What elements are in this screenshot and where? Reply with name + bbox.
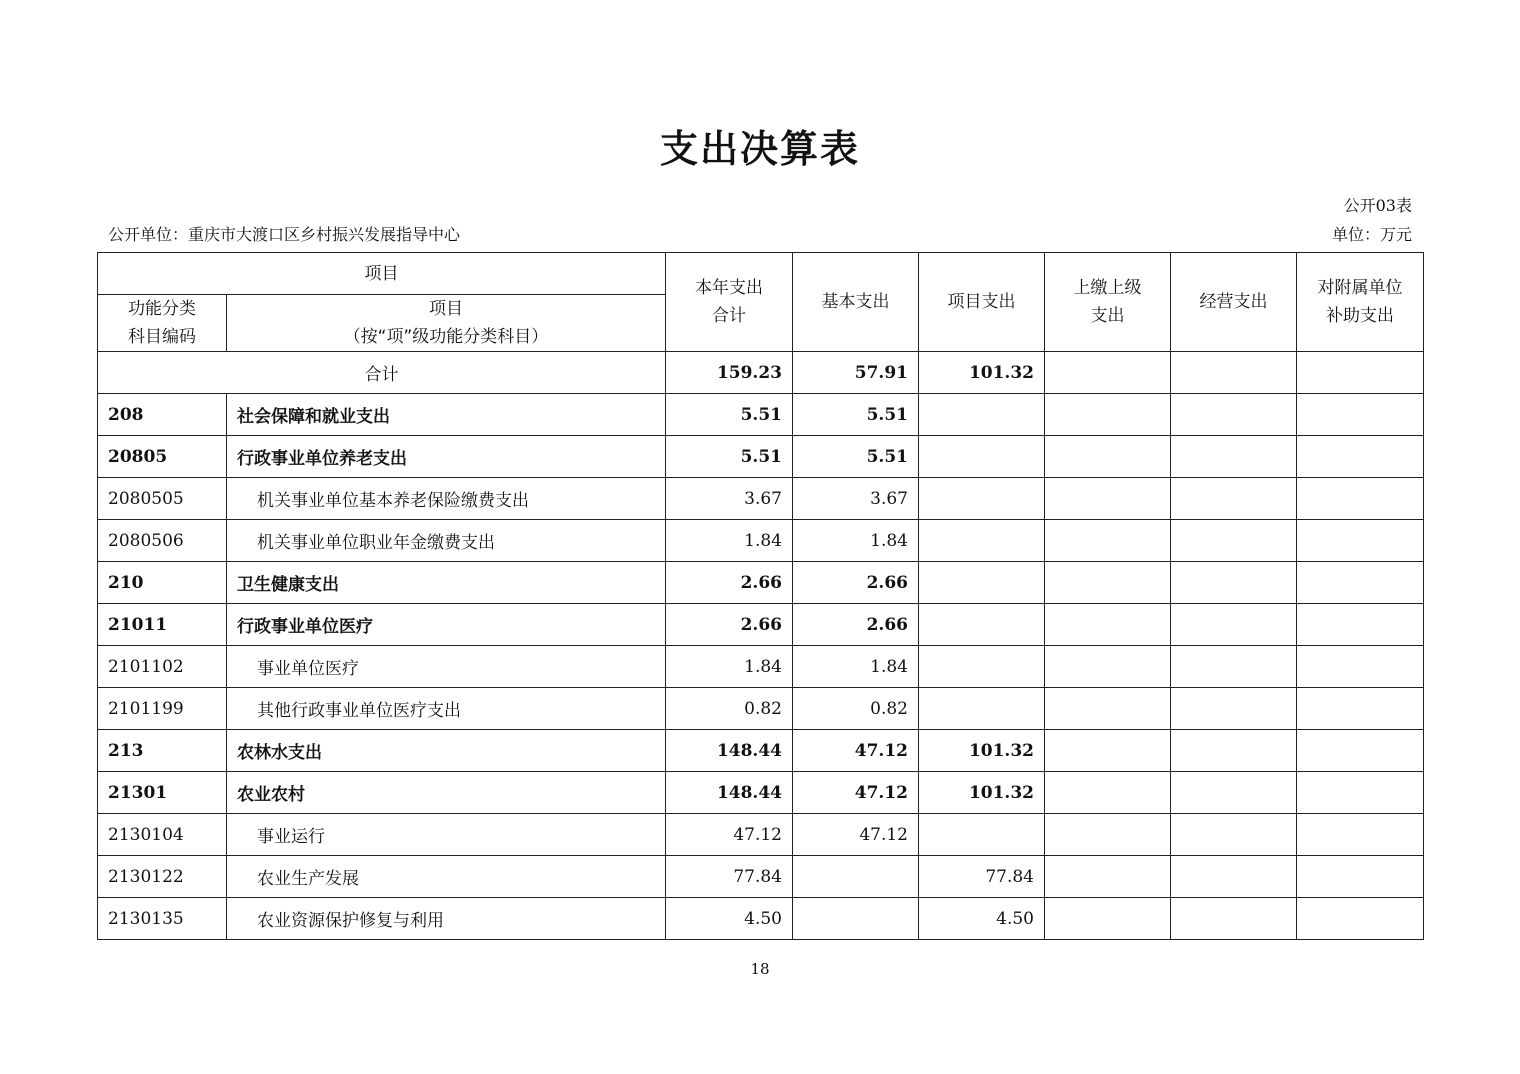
row-total: 5.51	[666, 436, 793, 478]
table-row	[98, 688, 1424, 730]
page-title: 支出决算表	[659, 127, 860, 171]
header-basic: 基本支出	[793, 253, 919, 352]
row-project	[919, 562, 1045, 604]
row-basic: 5.51	[793, 436, 919, 478]
table-row	[98, 856, 1424, 898]
total-upper	[1045, 352, 1171, 394]
row-basic: 47.12	[793, 814, 919, 856]
row-business	[1171, 562, 1297, 604]
row-business	[1171, 730, 1297, 772]
table-row	[98, 898, 1424, 940]
table-row	[98, 772, 1424, 814]
row-upper	[1045, 562, 1171, 604]
row-name: 农业生产发展	[227, 856, 666, 898]
reporting-unit: 公开单位：重庆市大渡口区乡村振兴发展指导中心	[108, 225, 461, 244]
row-upper	[1045, 478, 1171, 520]
row-name: 机关事业单位职业年金缴费支出	[227, 520, 666, 562]
page-number: 18	[750, 960, 770, 978]
row-subsidy	[1297, 772, 1424, 814]
row-code: 208	[98, 394, 227, 436]
row-business	[1171, 604, 1297, 646]
row-code: 2130122	[98, 856, 227, 898]
row-subsidy	[1297, 898, 1424, 940]
row-basic: 5.51	[793, 394, 919, 436]
table-row	[98, 604, 1424, 646]
row-upper	[1045, 688, 1171, 730]
header-upper-line2: 支出	[1090, 306, 1125, 326]
table-row	[98, 730, 1424, 772]
row-business	[1171, 814, 1297, 856]
row-business	[1171, 646, 1297, 688]
row-project	[919, 394, 1045, 436]
table-body	[98, 253, 1424, 940]
row-business	[1171, 520, 1297, 562]
header-item	[227, 295, 666, 352]
currency-unit: 单位：万元	[1331, 225, 1412, 244]
row-code: 20805	[98, 436, 227, 478]
total-subsidy	[1297, 352, 1424, 394]
table-row	[98, 478, 1424, 520]
row-subsidy	[1297, 520, 1424, 562]
table-row	[98, 436, 1424, 478]
row-upper	[1045, 730, 1171, 772]
row-upper	[1045, 772, 1171, 814]
row-subsidy	[1297, 646, 1424, 688]
row-project	[919, 646, 1045, 688]
total-project: 101.32	[919, 352, 1045, 394]
row-subsidy	[1297, 730, 1424, 772]
row-name: 卫生健康支出	[227, 562, 666, 604]
table-row	[98, 520, 1424, 562]
row-name: 农业农村	[227, 772, 666, 814]
table-row	[98, 394, 1424, 436]
row-total: 2.66	[666, 562, 793, 604]
header-upper	[1045, 253, 1171, 352]
row-business	[1171, 478, 1297, 520]
total-row	[98, 352, 1424, 394]
row-code: 2130104	[98, 814, 227, 856]
row-upper	[1045, 520, 1171, 562]
row-upper	[1045, 814, 1171, 856]
row-upper	[1045, 856, 1171, 898]
row-subsidy	[1297, 394, 1424, 436]
expenditure-table	[97, 252, 1424, 940]
row-total: 4.50	[666, 898, 793, 940]
row-name: 其他行政事业单位医疗支出	[227, 688, 666, 730]
row-code: 2101102	[98, 646, 227, 688]
row-code: 21301	[98, 772, 227, 814]
row-total: 1.84	[666, 646, 793, 688]
header-business: 经营支出	[1171, 253, 1297, 352]
row-name: 农业资源保护修复与利用	[227, 898, 666, 940]
row-business	[1171, 772, 1297, 814]
row-basic: 47.12	[793, 730, 919, 772]
row-code: 21011	[98, 604, 227, 646]
row-project	[919, 436, 1045, 478]
total-business	[1171, 352, 1297, 394]
row-total: 77.84	[666, 856, 793, 898]
row-basic	[793, 898, 919, 940]
row-basic: 1.84	[793, 520, 919, 562]
row-upper	[1045, 898, 1171, 940]
row-upper	[1045, 646, 1171, 688]
total-basic: 57.91	[793, 352, 919, 394]
row-project	[919, 604, 1045, 646]
row-name: 事业单位医疗	[227, 646, 666, 688]
row-subsidy	[1297, 688, 1424, 730]
table-row	[98, 646, 1424, 688]
row-business	[1171, 898, 1297, 940]
row-basic: 2.66	[793, 604, 919, 646]
row-code: 2101199	[98, 688, 227, 730]
row-basic: 47.12	[793, 772, 919, 814]
row-basic: 1.84	[793, 646, 919, 688]
header-code	[98, 295, 227, 352]
row-subsidy	[1297, 478, 1424, 520]
row-basic	[793, 856, 919, 898]
header-total-line2: 合计	[712, 306, 746, 326]
row-total: 0.82	[666, 688, 793, 730]
row-subsidy	[1297, 436, 1424, 478]
row-basic: 3.67	[793, 478, 919, 520]
row-code: 2130135	[98, 898, 227, 940]
row-total: 1.84	[666, 520, 793, 562]
row-basic: 0.82	[793, 688, 919, 730]
header-subsidy-line2: 补助支出	[1326, 306, 1394, 326]
header-item-line1: 项目	[429, 299, 463, 319]
form-number: 公开03表	[1343, 196, 1412, 215]
row-project	[919, 478, 1045, 520]
row-project	[919, 688, 1045, 730]
header-total-line1: 本年支出	[695, 278, 763, 298]
total-label: 合计	[98, 352, 666, 394]
row-upper	[1045, 394, 1171, 436]
row-upper	[1045, 436, 1171, 478]
header-code-line1: 功能分类	[128, 299, 196, 319]
row-project	[919, 520, 1045, 562]
row-code: 213	[98, 730, 227, 772]
row-upper	[1045, 604, 1171, 646]
row-business	[1171, 688, 1297, 730]
header-subsidy	[1297, 253, 1424, 352]
header-project: 项目	[98, 253, 666, 295]
row-name: 社会保障和就业支出	[227, 394, 666, 436]
row-total: 148.44	[666, 772, 793, 814]
row-project: 101.32	[919, 772, 1045, 814]
header-row-1	[98, 253, 1424, 295]
header-subsidy-line1: 对附属单位	[1317, 278, 1403, 298]
row-project: 4.50	[919, 898, 1045, 940]
row-subsidy	[1297, 562, 1424, 604]
row-name: 事业运行	[227, 814, 666, 856]
row-total: 5.51	[666, 394, 793, 436]
row-business	[1171, 856, 1297, 898]
row-project: 101.32	[919, 730, 1045, 772]
row-name: 机关事业单位基本养老保险缴费支出	[227, 478, 666, 520]
row-name: 行政事业单位医疗	[227, 604, 666, 646]
header-total	[666, 253, 793, 352]
row-total: 3.67	[666, 478, 793, 520]
table-row	[98, 814, 1424, 856]
total-total: 159.23	[666, 352, 793, 394]
row-name: 农林水支出	[227, 730, 666, 772]
row-name: 行政事业单位养老支出	[227, 436, 666, 478]
row-code: 2080506	[98, 520, 227, 562]
header-upper-line1: 上缴上级	[1073, 278, 1142, 298]
row-business	[1171, 436, 1297, 478]
row-code: 210	[98, 562, 227, 604]
row-project: 77.84	[919, 856, 1045, 898]
row-business	[1171, 394, 1297, 436]
row-subsidy	[1297, 856, 1424, 898]
header-code-line2: 科目编码	[128, 327, 196, 347]
row-basic: 2.66	[793, 562, 919, 604]
row-total: 47.12	[666, 814, 793, 856]
row-total: 2.66	[666, 604, 793, 646]
row-subsidy	[1297, 604, 1424, 646]
row-project	[919, 814, 1045, 856]
header-project-expense: 项目支出	[919, 253, 1045, 352]
row-total: 148.44	[666, 730, 793, 772]
header-item-line2: （按“项”级功能分类科目）	[343, 327, 549, 347]
row-code: 2080505	[98, 478, 227, 520]
table-row	[98, 562, 1424, 604]
row-subsidy	[1297, 814, 1424, 856]
